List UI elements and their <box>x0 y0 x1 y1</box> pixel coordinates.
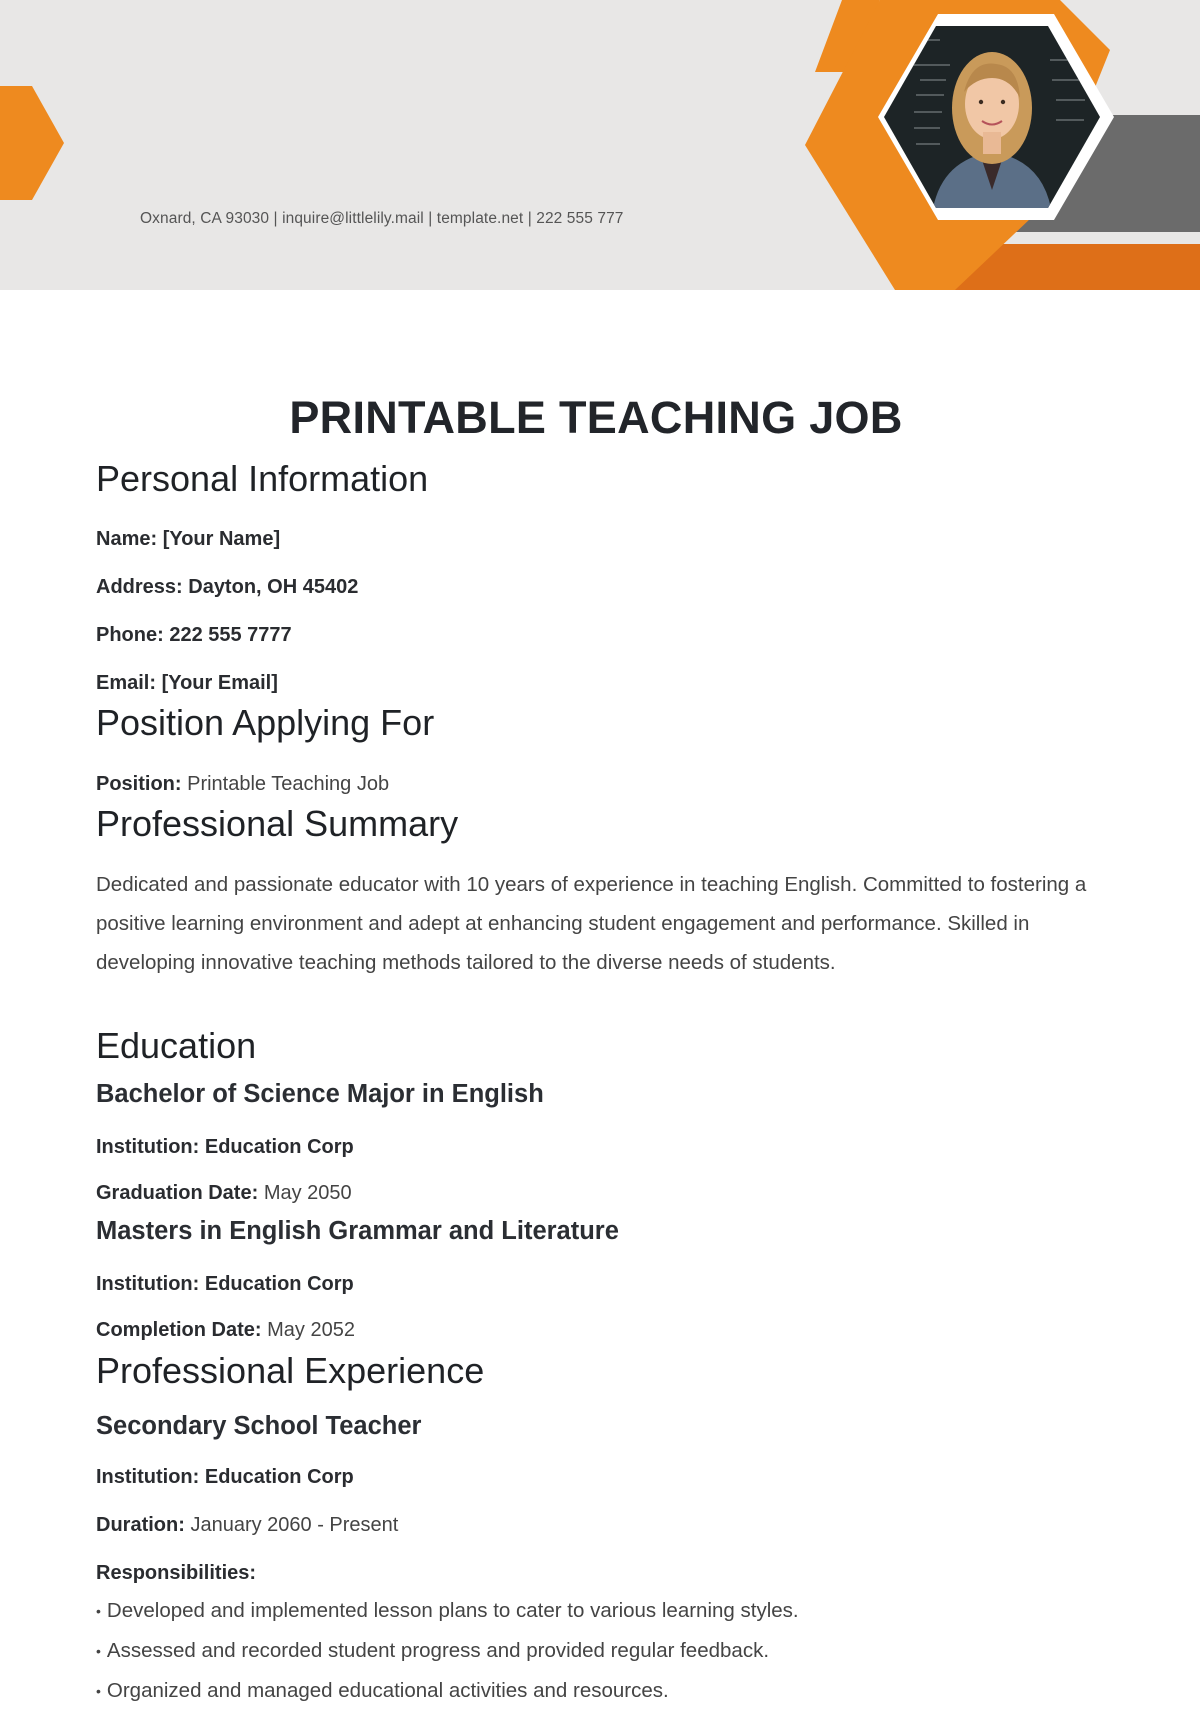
email-field: Email: [Your Email] <box>96 672 278 694</box>
personal-info-heading: Personal Information <box>96 458 429 499</box>
position-label: Position: <box>96 773 182 795</box>
degree-2: Masters in English Grammar and Literature <box>96 1217 619 1245</box>
responsibilities-label: Responsibilities: <box>96 1562 257 1584</box>
job-duration <box>96 1514 398 1537</box>
graduation-date-label: Graduation Date: <box>96 1182 259 1204</box>
avatar <box>880 20 1104 214</box>
job-institution: Institution: Education Corp <box>96 1466 354 1488</box>
position-field <box>96 773 389 796</box>
institution-2: Institution: Education Corp <box>96 1273 354 1295</box>
degree-1: Bachelor of Science Major in English <box>96 1080 544 1108</box>
address-field: Address: Dayton, OH 45402 <box>96 576 359 598</box>
responsibilities-list <box>96 1591 799 1711</box>
summary-text: Dedicated and passionate educator with 10 years of experience in teaching English. Committed to fostering a positive learning environment and adept at enhancing student engagement and performance. Skilled in developing innovative teaching methods tailored to the diverse needs of students. <box>96 873 1087 974</box>
document-header <box>0 0 1200 290</box>
list-item: • Developed and implemented lesson plans to cater to various learning styles. <box>96 1591 799 1631</box>
completion-date-label: Completion Date: <box>96 1319 262 1341</box>
list-item: • Assessed and recorded student progress and provided regular feedback. <box>96 1631 799 1671</box>
graduation-date-value: May 2050 <box>263 1182 352 1204</box>
completion-date <box>96 1319 355 1342</box>
summary-heading: Professional Summary <box>96 803 459 844</box>
duration-label: Duration: <box>96 1514 185 1536</box>
position-heading: Position Applying For <box>96 702 435 743</box>
list-item: • Organized and managed educational activities and resources. <box>96 1671 799 1711</box>
education-heading: Education <box>96 1025 257 1066</box>
graduation-date <box>96 1182 352 1205</box>
name-field: Name: [Your Name] <box>96 528 281 550</box>
document-title: PRINTABLE TEACHING JOB <box>289 392 903 443</box>
phone-field: Phone: 222 555 7777 <box>96 624 292 646</box>
contact-line: Oxnard, CA 93030 | inquire@littlelily.mail | template.net | 222 555 777 <box>140 210 624 227</box>
profile-photo <box>880 20 1104 214</box>
job-role: Secondary School Teacher <box>96 1412 422 1440</box>
duration-value: January 2060 - Present <box>190 1514 399 1536</box>
institution-1: Institution: Education Corp <box>96 1136 354 1158</box>
completion-date-value: May 2052 <box>267 1319 355 1341</box>
left-orange-shape <box>0 86 64 200</box>
position-value: Printable Teaching Job <box>187 773 390 795</box>
experience-heading: Professional Experience <box>96 1350 485 1391</box>
